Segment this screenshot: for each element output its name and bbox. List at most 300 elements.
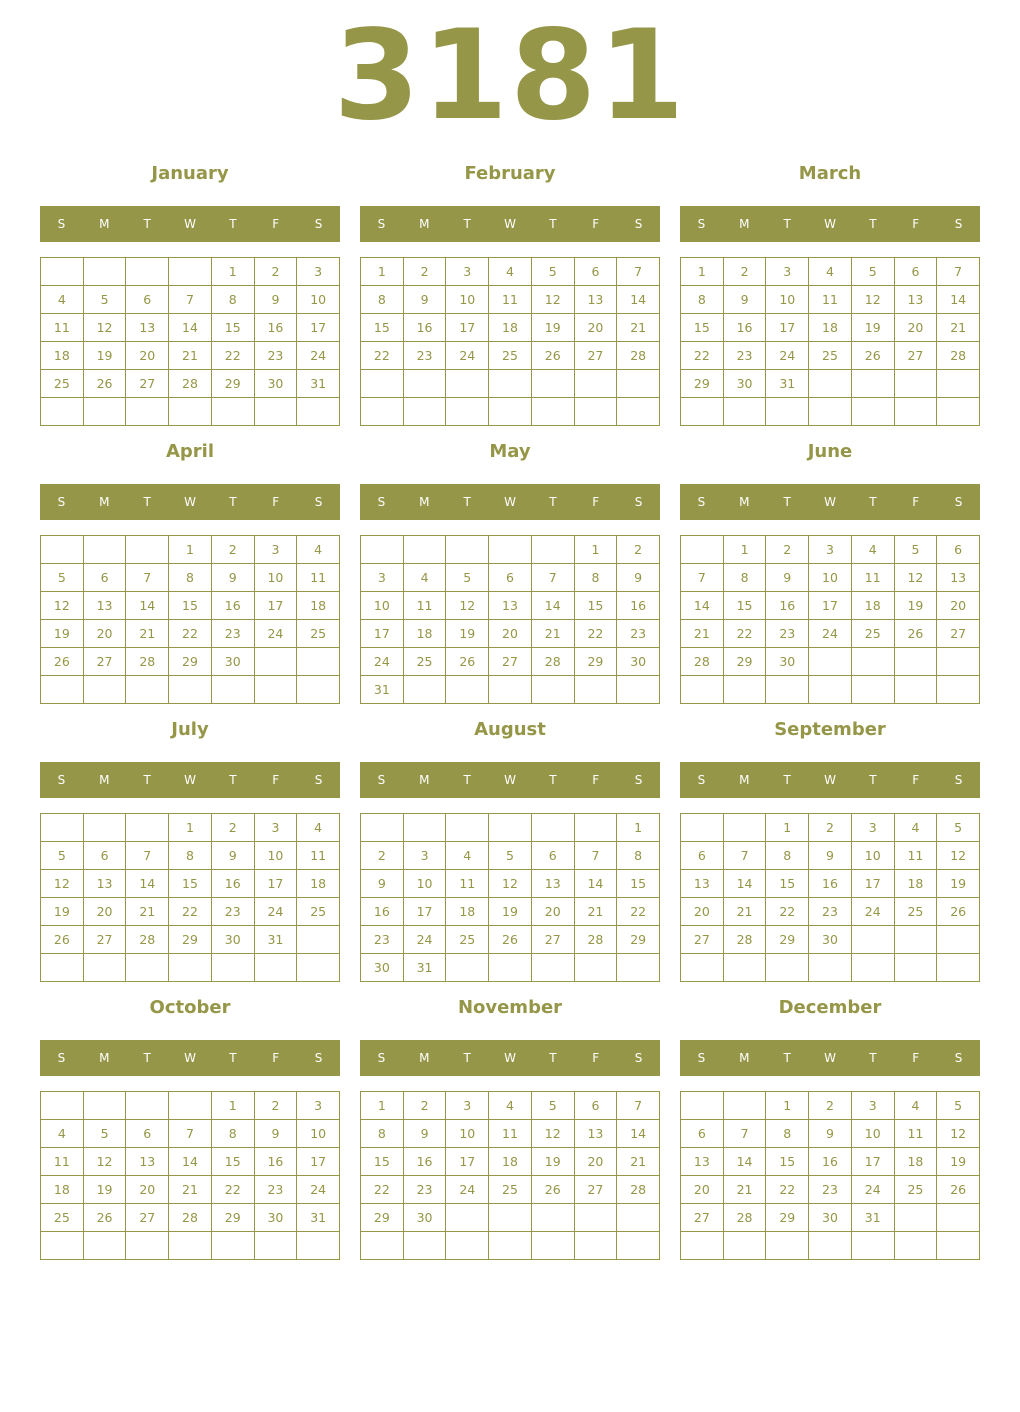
day-cell: 6 [575,1092,618,1120]
day-cell: 24 [297,342,340,370]
day-cell: 8 [766,1120,809,1148]
day-cell: 7 [724,842,767,870]
day-cell: 20 [937,592,980,620]
day-cell: 8 [766,842,809,870]
weekday-label: F [272,773,280,787]
weekday-label: W [184,773,196,787]
day-cell: 31 [766,370,809,398]
day-cell: 1 [169,536,212,564]
day-cell: 28 [575,926,618,954]
empty-cell [852,1232,895,1260]
day-cell: 27 [575,1176,618,1204]
day-cell: 13 [126,314,169,342]
empty-cell [255,954,298,982]
day-cell: 9 [255,1120,298,1148]
day-cell: 26 [41,926,84,954]
empty-cell [681,1232,724,1260]
day-cell: 4 [41,286,84,314]
day-cell: 27 [126,370,169,398]
empty-cell [681,536,724,564]
day-cell: 29 [169,648,212,676]
day-cell: 3 [404,842,447,870]
day-cell: 24 [361,648,404,676]
weekday-label: T [869,217,877,231]
weekday-label: S [634,773,643,787]
day-cell: 4 [895,814,938,842]
empty-cell [41,676,84,704]
empty-cell [404,398,447,426]
day-cell: 31 [297,370,340,398]
day-cell: 10 [852,1120,895,1148]
empty-cell [169,1092,212,1120]
empty-cell [41,954,84,982]
empty-cell [297,398,340,426]
empty-cell [575,1204,618,1232]
empty-cell [361,398,404,426]
month-november [360,991,660,1260]
day-cell: 2 [404,258,447,286]
empty-cell [404,370,447,398]
weekday-label: F [592,217,600,231]
day-cell: 8 [617,842,660,870]
day-cell: 23 [809,898,852,926]
day-cell: 27 [895,342,938,370]
day-cell: 19 [852,314,895,342]
empty-cell [126,1232,169,1260]
weekday-label: S [314,217,323,231]
day-cell: 30 [809,1204,852,1232]
day-cell: 14 [724,870,767,898]
day-cell: 18 [895,870,938,898]
weekday-header [40,206,340,242]
weekday-label: S [954,217,963,231]
day-cell: 8 [681,286,724,314]
day-cell: 6 [126,286,169,314]
empty-cell [297,1232,340,1260]
day-cell: 25 [895,898,938,926]
day-cell: 18 [446,898,489,926]
day-cell: 11 [404,592,447,620]
day-cell: 23 [809,1176,852,1204]
empty-cell [446,814,489,842]
day-cell: 30 [255,370,298,398]
empty-cell [41,398,84,426]
empty-cell [41,258,84,286]
empty-cell [681,676,724,704]
day-cell: 2 [617,536,660,564]
empty-cell [532,370,575,398]
day-cell: 17 [446,314,489,342]
day-cell: 22 [766,898,809,926]
weekday-label: T [783,495,791,509]
empty-cell [575,676,618,704]
day-cell: 6 [489,564,532,592]
empty-cell [895,648,938,676]
day-cell: 31 [404,954,447,982]
day-cell: 12 [532,286,575,314]
weekday-label: W [504,217,516,231]
day-cell: 1 [361,258,404,286]
day-cell: 8 [169,842,212,870]
weekday-label: T [463,217,471,231]
day-cell: 28 [617,342,660,370]
day-cell: 10 [809,564,852,592]
day-cell: 26 [532,1176,575,1204]
empty-cell [297,954,340,982]
weekday-label: T [869,773,877,787]
weekday-label: S [954,495,963,509]
day-cell: 31 [297,1204,340,1232]
empty-cell [212,954,255,982]
day-cell: 15 [169,592,212,620]
day-cell: 8 [361,1120,404,1148]
day-cell: 9 [766,564,809,592]
day-cell: 3 [852,1092,895,1120]
day-cell: 14 [126,870,169,898]
empty-cell [169,954,212,982]
day-cell: 1 [724,536,767,564]
weekday-label: T [229,1051,237,1065]
day-cell: 26 [937,898,980,926]
day-cell: 25 [852,620,895,648]
empty-cell [404,536,447,564]
day-cell: 22 [724,620,767,648]
weekday-label: M [99,217,110,231]
day-cell: 8 [212,1120,255,1148]
day-cell: 12 [41,592,84,620]
day-cell: 16 [404,314,447,342]
empty-cell [126,954,169,982]
empty-cell [297,676,340,704]
day-cell: 14 [724,1148,767,1176]
day-cell: 26 [937,1176,980,1204]
empty-cell [212,1232,255,1260]
day-cell: 29 [766,926,809,954]
day-cell: 9 [212,564,255,592]
month-february [360,157,660,426]
weekday-label: F [272,495,280,509]
day-cell: 23 [404,342,447,370]
day-cell: 6 [84,564,127,592]
weekday-header [360,1040,660,1076]
day-cell: 16 [255,1148,298,1176]
weekday-label: S [57,495,66,509]
day-cell: 20 [575,1148,618,1176]
day-cell: 18 [41,342,84,370]
day-cell: 9 [255,286,298,314]
day-cell: 2 [404,1092,447,1120]
day-cell: 12 [937,842,980,870]
day-cell: 24 [404,926,447,954]
day-cell: 6 [681,1120,724,1148]
day-cell: 25 [41,1204,84,1232]
empty-cell [724,1092,767,1120]
day-cell: 10 [446,286,489,314]
day-cell: 7 [126,564,169,592]
day-cell: 1 [212,1092,255,1120]
day-cell: 15 [575,592,618,620]
day-cell: 4 [809,258,852,286]
empty-cell [937,676,980,704]
day-cell: 6 [895,258,938,286]
day-cell: 23 [255,342,298,370]
empty-cell [575,398,618,426]
day-cell: 4 [297,814,340,842]
weekday-label: S [314,495,323,509]
empty-cell [126,1092,169,1120]
empty-cell [361,370,404,398]
month-july [40,713,340,982]
day-cell: 5 [84,1120,127,1148]
day-cell: 21 [681,620,724,648]
empty-cell [446,536,489,564]
weekday-label: S [377,495,386,509]
empty-cell [126,536,169,564]
weekday-label: M [419,773,430,787]
day-cell: 28 [169,1204,212,1232]
day-cell: 16 [361,898,404,926]
empty-cell [809,648,852,676]
day-cell: 15 [361,1148,404,1176]
day-cell: 27 [532,926,575,954]
day-cell: 15 [766,870,809,898]
day-cell: 12 [41,870,84,898]
day-cell: 5 [937,814,980,842]
day-cell: 11 [489,1120,532,1148]
day-cell: 25 [809,342,852,370]
month-october [40,991,340,1260]
weekday-label: W [824,217,836,231]
day-cell: 12 [84,314,127,342]
day-cell: 24 [255,620,298,648]
day-cell: 28 [681,648,724,676]
empty-cell [126,258,169,286]
day-cell: 4 [895,1092,938,1120]
empty-cell [532,1232,575,1260]
day-cell: 18 [297,592,340,620]
weekday-label: W [504,1051,516,1065]
day-cell: 20 [895,314,938,342]
empty-cell [895,398,938,426]
day-cell: 8 [575,564,618,592]
month-title: September [774,719,886,740]
weekday-header [360,206,660,242]
day-cell: 5 [895,536,938,564]
day-cell: 6 [532,842,575,870]
empty-cell [937,648,980,676]
day-cell: 19 [937,870,980,898]
day-cell: 13 [575,1120,618,1148]
weekday-label: S [697,495,706,509]
day-cell: 9 [809,1120,852,1148]
day-cell: 21 [937,314,980,342]
day-cell: 1 [169,814,212,842]
day-cell: 13 [126,1148,169,1176]
day-cell: 2 [809,814,852,842]
day-cell: 30 [404,1204,447,1232]
day-cell: 7 [575,842,618,870]
day-cell: 22 [212,342,255,370]
empty-cell [41,1232,84,1260]
day-cell: 15 [212,1148,255,1176]
empty-cell [937,398,980,426]
day-cell: 3 [852,814,895,842]
day-cell: 3 [255,536,298,564]
day-cell: 22 [361,1176,404,1204]
day-cell: 11 [297,564,340,592]
day-cell: 1 [681,258,724,286]
day-cell: 16 [766,592,809,620]
empty-cell [126,676,169,704]
empty-cell [681,1092,724,1120]
day-cell: 27 [84,648,127,676]
day-grid [680,535,980,704]
day-cell: 3 [255,814,298,842]
day-cell: 3 [446,1092,489,1120]
day-cell: 26 [446,648,489,676]
day-cell: 16 [809,870,852,898]
day-cell: 22 [361,342,404,370]
weekday-label: W [184,495,196,509]
day-cell: 31 [361,676,404,704]
day-cell: 2 [724,258,767,286]
empty-cell [84,954,127,982]
day-cell: 12 [446,592,489,620]
day-cell: 9 [361,870,404,898]
empty-cell [126,398,169,426]
day-cell: 10 [446,1120,489,1148]
day-cell: 11 [446,870,489,898]
day-cell: 14 [617,286,660,314]
empty-cell [532,1204,575,1232]
day-grid [680,257,980,426]
day-cell: 28 [169,370,212,398]
empty-cell [84,1092,127,1120]
day-cell: 17 [255,870,298,898]
weekday-label: S [697,217,706,231]
empty-cell [361,1232,404,1260]
empty-cell [937,1232,980,1260]
weekday-label: F [592,773,600,787]
empty-cell [617,398,660,426]
empty-cell [489,1204,532,1232]
day-cell: 18 [489,314,532,342]
day-cell: 14 [937,286,980,314]
weekday-label: S [697,773,706,787]
day-cell: 19 [937,1148,980,1176]
day-cell: 23 [255,1176,298,1204]
empty-cell [617,954,660,982]
day-cell: 7 [724,1120,767,1148]
empty-cell [895,1204,938,1232]
day-cell: 24 [446,1176,489,1204]
day-cell: 11 [41,1148,84,1176]
empty-cell [575,814,618,842]
day-cell: 21 [724,898,767,926]
day-cell: 23 [404,1176,447,1204]
empty-cell [532,676,575,704]
weekday-label: T [783,1051,791,1065]
empty-cell [617,1232,660,1260]
day-cell: 9 [404,286,447,314]
day-cell: 13 [84,592,127,620]
weekday-header [40,1040,340,1076]
weekday-label: S [634,217,643,231]
day-cell: 20 [126,342,169,370]
empty-cell [84,1232,127,1260]
day-cell: 12 [895,564,938,592]
day-cell: 13 [681,1148,724,1176]
weekday-label: T [229,773,237,787]
day-cell: 18 [404,620,447,648]
empty-cell [724,954,767,982]
empty-cell [532,398,575,426]
day-cell: 22 [766,1176,809,1204]
weekday-label: T [229,495,237,509]
day-cell: 30 [809,926,852,954]
weekday-label: S [697,1051,706,1065]
day-cell: 19 [532,1148,575,1176]
day-cell: 16 [724,314,767,342]
empty-cell [446,370,489,398]
day-cell: 11 [41,314,84,342]
day-cell: 16 [404,1148,447,1176]
empty-cell [766,954,809,982]
day-cell: 4 [489,1092,532,1120]
day-cell: 11 [895,1120,938,1148]
day-cell: 25 [297,898,340,926]
month-june [680,435,980,704]
weekday-label: T [143,495,151,509]
day-cell: 28 [532,648,575,676]
empty-cell [724,814,767,842]
weekday-label: W [184,1051,196,1065]
day-cell: 8 [361,286,404,314]
month-title: December [778,997,882,1018]
day-cell: 20 [532,898,575,926]
day-cell: 16 [255,314,298,342]
day-cell: 5 [446,564,489,592]
day-cell: 5 [532,1092,575,1120]
day-cell: 15 [169,870,212,898]
weekday-label: T [783,773,791,787]
day-cell: 21 [617,314,660,342]
day-cell: 13 [895,286,938,314]
day-cell: 17 [255,592,298,620]
empty-cell [489,954,532,982]
weekday-label: F [272,217,280,231]
day-cell: 28 [724,1204,767,1232]
weekday-label: S [377,773,386,787]
day-cell: 18 [489,1148,532,1176]
weekday-label: F [912,1051,920,1065]
day-cell: 16 [212,870,255,898]
day-cell: 29 [575,648,618,676]
empty-cell [361,814,404,842]
weekday-label: F [272,1051,280,1065]
day-cell: 2 [809,1092,852,1120]
weekday-label: S [634,1051,643,1065]
weekday-label: S [377,217,386,231]
empty-cell [532,954,575,982]
day-cell: 1 [617,814,660,842]
day-cell: 21 [724,1176,767,1204]
day-cell: 30 [617,648,660,676]
empty-cell [41,536,84,564]
weekday-label: M [99,773,110,787]
day-cell: 17 [446,1148,489,1176]
weekday-label: M [99,1051,110,1065]
